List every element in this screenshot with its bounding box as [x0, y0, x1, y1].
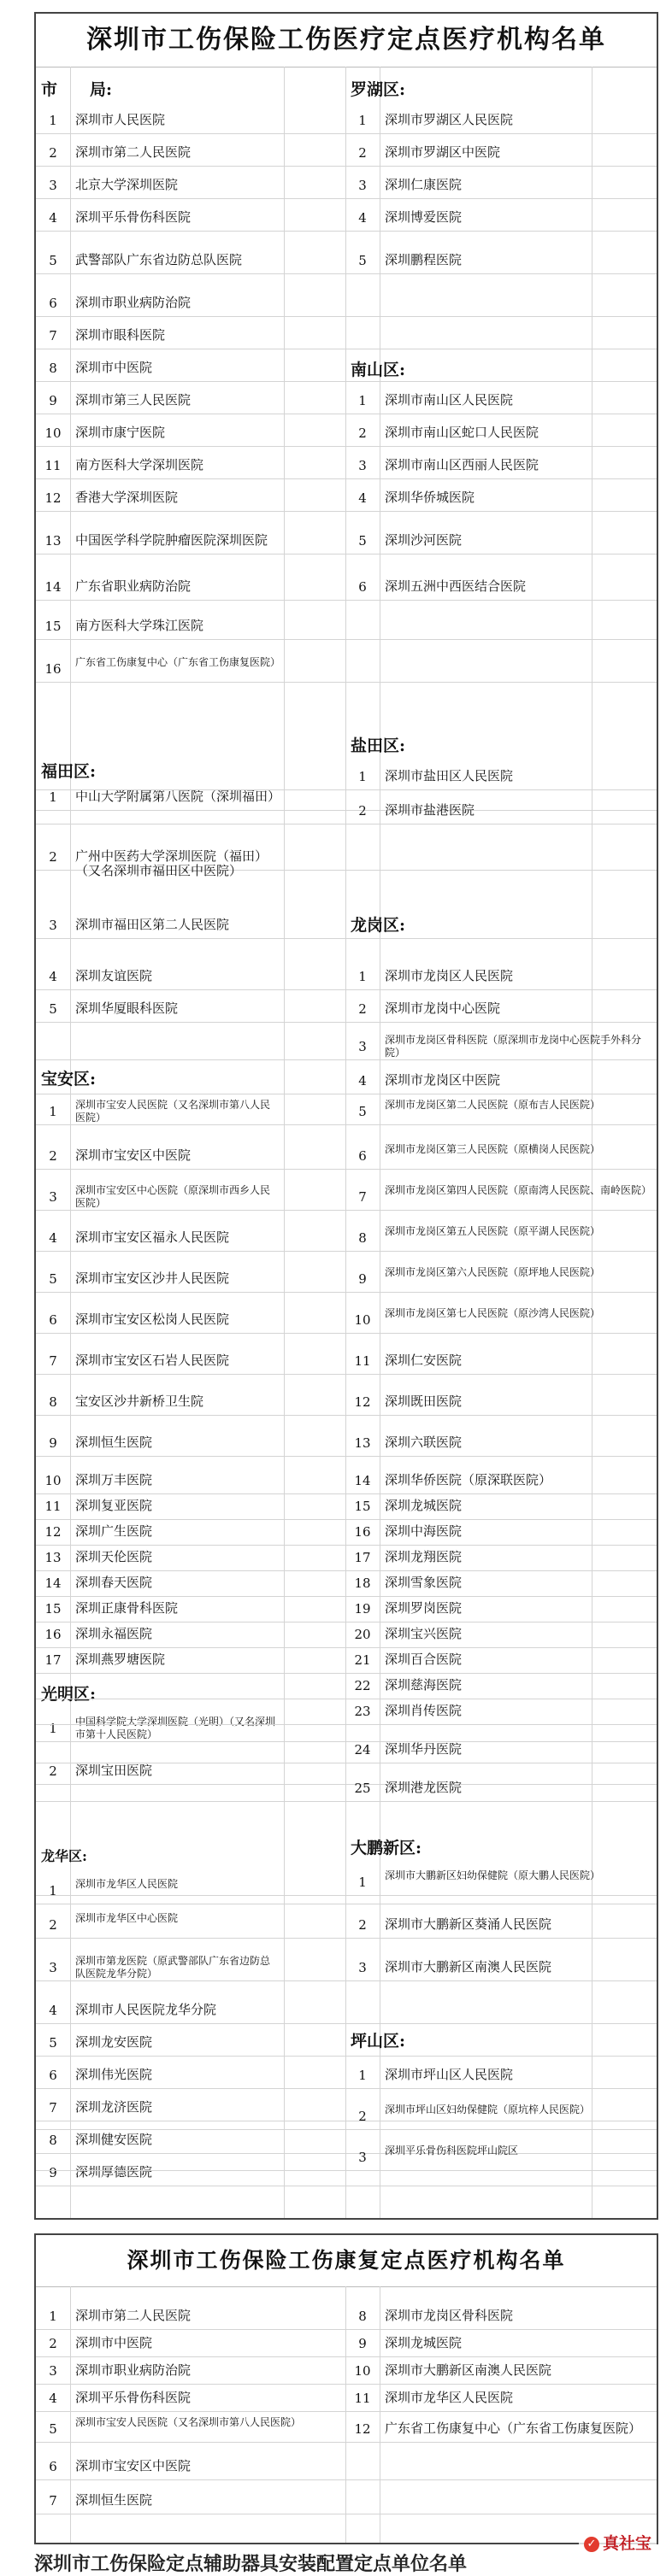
hospital-name: 深圳鹏程医院: [385, 252, 463, 267]
hospital-name: 深圳六联医院: [385, 1435, 463, 1450]
hospital-name: 深圳广生医院: [75, 1523, 153, 1539]
row-number: 21: [354, 1652, 371, 1668]
row-divider: [36, 2023, 657, 2024]
section-shiju: 市 局:: [41, 80, 113, 99]
hospital-name: 深圳万丰医院: [75, 1472, 153, 1488]
rehab-list-sheet: [34, 2233, 658, 2544]
row-number: 12: [44, 490, 62, 506]
row-number: 12: [354, 1394, 371, 1410]
section-longgang: 龙岗区:: [351, 916, 406, 935]
row-number: 1: [49, 113, 57, 128]
row-number: 4: [49, 969, 57, 984]
next-list-title: 深圳市工伤保险定点辅助器具安装配置定点单位名单: [34, 2553, 468, 2575]
row-number: 3: [358, 1960, 367, 1975]
row-number: 4: [49, 2391, 57, 2406]
row-number: 2: [358, 2109, 367, 2124]
hospital-name: 深圳市第龙医院（原武警部队广东省边防总队医院龙华分院）: [75, 1955, 271, 1980]
row-divider: [36, 1415, 657, 1416]
hospital-name: 深圳龙城医院: [385, 2335, 463, 2350]
row-number: 10: [44, 425, 62, 441]
row-divider: [36, 231, 657, 232]
row-number: 3: [49, 178, 57, 193]
row-number: 12: [44, 1524, 62, 1540]
hospital-name: 深圳市眼科医院: [75, 327, 166, 343]
grid-line: [345, 2286, 346, 2543]
row-number: 8: [358, 2309, 367, 2324]
hospital-name: 深圳雪象医院: [385, 1575, 463, 1590]
hospital-name: 深圳市龙华区人民医院: [385, 2390, 514, 2405]
hospital-name: 深圳市龙华区人民医院: [75, 1878, 179, 1890]
hospital-name: 深圳华丹医院: [385, 1741, 463, 1757]
row-number: 13: [354, 1435, 371, 1451]
row-divider: [36, 1169, 657, 1170]
hospital-name: 深圳市宝安区中心医院（原深圳市西乡人民医院）: [75, 1184, 271, 1209]
row-number: 8: [49, 361, 57, 376]
row-number: 1: [49, 789, 57, 805]
hospital-name: 深圳市中医院: [75, 2335, 153, 2350]
row-number: 2: [358, 1001, 367, 1017]
hospital-name: 深圳宝田医院: [75, 1763, 153, 1778]
row-divider: [36, 2479, 657, 2480]
row-number: 16: [44, 661, 62, 677]
row-divider: [36, 1938, 657, 1939]
row-number: 11: [354, 1353, 371, 1369]
row-divider: [36, 2170, 657, 2171]
hospital-name: 深圳市龙岗区第七人民医院（原沙湾人民医院）: [385, 1307, 601, 1319]
section-guangming: 光明区:: [41, 1685, 97, 1704]
row-number: 7: [49, 2100, 57, 2115]
hospital-name: 香港大学深圳医院: [75, 490, 179, 505]
row-divider: [36, 2056, 657, 2057]
row-number: 2: [358, 425, 367, 441]
hospital-name: 深圳市龙岗区骨科医院: [385, 2308, 514, 2323]
row-number: 9: [49, 393, 57, 408]
page-title: 深圳市工伤保险工伤医疗定点医疗机构名单: [36, 14, 657, 67]
section-dapeng: 大鹏新区:: [351, 1839, 422, 1857]
row-number: 18: [354, 1576, 371, 1591]
row-divider: [36, 133, 657, 134]
row-divider: [36, 1292, 657, 1293]
row-number: 3: [49, 1189, 57, 1205]
hospital-name: 深圳市南山区蛇口人民医院: [385, 425, 539, 440]
hospital-name: 深圳市盐港医院: [385, 802, 475, 818]
hospital-name: 深圳沙河医院: [385, 532, 463, 548]
row-divider: [36, 2356, 657, 2357]
row-number: 4: [49, 210, 57, 226]
row-divider: [36, 446, 657, 447]
row-number: 13: [44, 533, 62, 549]
row-number: 5: [358, 533, 367, 549]
hospital-name: 深圳龙翔医院: [385, 1549, 463, 1564]
row-number: 1: [358, 393, 367, 408]
row-divider: [36, 381, 657, 382]
hospital-name: 南方医科大学深圳医院: [75, 457, 204, 472]
row-number: 8: [358, 1230, 367, 1246]
row-number: 16: [44, 1627, 62, 1642]
hospital-name: 广东省工伤康复中心（广东省工伤康复医院）: [385, 2421, 642, 2436]
row-number: 3: [358, 2150, 367, 2165]
section-yantian: 盐田区:: [351, 736, 406, 755]
hospital-name: 深圳仁康医院: [385, 177, 463, 192]
hospital-name: 深圳市宝安区石岩人民医院: [75, 1353, 230, 1368]
hospital-name: 深圳慈海医院: [385, 1677, 463, 1693]
row-number: 16: [354, 1524, 371, 1540]
row-number: 7: [49, 1353, 57, 1369]
hospital-name: 深圳燕罗塘医院: [75, 1652, 166, 1667]
row-number: 15: [354, 1499, 371, 1514]
hospital-name: 深圳龙安医院: [75, 2034, 153, 2050]
row-number: 5: [49, 2421, 57, 2437]
hospital-name: 深圳市龙岗区第四人民医院（原南湾人民医院、南岭医院）: [385, 1184, 652, 1196]
hospital-name: 深圳市宝安区中医院: [75, 2458, 192, 2473]
rehab-title: 深圳市工伤保险工伤康复定点医疗机构名单: [36, 2235, 657, 2287]
hospital-name: 深圳市人民医院龙华分院: [75, 2002, 217, 2017]
row-number: 4: [358, 1073, 367, 1088]
hospital-name: 深圳平乐骨伤科医院: [75, 209, 192, 225]
row-divider: [36, 600, 657, 601]
row-number: 6: [358, 579, 367, 595]
hospital-name: 深圳市宝安区沙井人民医院: [75, 1270, 230, 1286]
row-number: 5: [358, 253, 367, 268]
hospital-name: 广东省职业病防治院: [75, 578, 192, 594]
row-number: 1: [358, 113, 367, 128]
row-number: 9: [49, 2165, 57, 2180]
hospital-name: 深圳市第三人民医院: [75, 392, 192, 408]
row-number: 7: [358, 1189, 367, 1205]
hospital-name: 深圳友谊医院: [75, 968, 153, 983]
row-number: 7: [49, 2493, 57, 2509]
row-number: 17: [44, 1652, 62, 1668]
row-number: 4: [358, 490, 367, 506]
row-number: 11: [354, 2391, 371, 2406]
row-divider: [36, 1673, 657, 1674]
row-divider: [36, 1596, 657, 1597]
row-divider: [36, 1374, 657, 1375]
section-futian: 福田区:: [41, 762, 97, 781]
row-divider: [36, 1456, 657, 1457]
section-pingshan: 坪山区:: [351, 2032, 406, 2051]
hospital-name: 深圳正康骨科医院: [75, 1600, 179, 1616]
row-number: 1: [358, 1875, 367, 1890]
hospital-name: 广东省工伤康复中心（广东省工伤康复医院）: [75, 656, 281, 668]
hospital-name: 深圳市南山区西丽人民医院: [385, 457, 539, 472]
hospital-name: 深圳宝兴医院: [385, 1626, 463, 1641]
row-number: 14: [44, 579, 62, 595]
hospital-name: 深圳市龙岗中心医院: [385, 1000, 501, 1016]
row-number: 11: [44, 458, 62, 473]
row-number: 9: [49, 1435, 57, 1451]
hospital-name: 深圳市龙岗区中医院: [385, 1072, 501, 1088]
hospital-name: 深圳市大鹏新区葵涌人民医院: [385, 1916, 552, 1932]
row-number: 1: [49, 1104, 57, 1119]
row-number: 20: [354, 1627, 371, 1642]
hospital-name: 宝安区沙井新桥卫生院: [75, 1394, 204, 1409]
row-number: 17: [354, 1550, 371, 1565]
hospital-name: 深圳华侨城医院: [385, 490, 475, 505]
row-divider: [36, 1251, 657, 1252]
row-number: 15: [44, 1601, 62, 1617]
row-number: 1: [49, 1883, 57, 1898]
logo-mark-icon: ✓: [584, 2537, 599, 2552]
row-number: 14: [44, 1576, 62, 1591]
hospital-name: 深圳市大鹏新区南澳人民医院: [385, 1959, 552, 1975]
row-divider: [36, 789, 657, 790]
row-divider: [36, 2411, 657, 2412]
row-number: 1: [358, 2068, 367, 2083]
row-divider: [36, 273, 657, 274]
hospital-name: 深圳华侨医院（原深联医院）: [385, 1472, 552, 1488]
row-number: 11: [44, 1499, 62, 1514]
row-number: 5: [49, 2035, 57, 2051]
row-divider: [36, 1724, 657, 1725]
hospital-name: 深圳市龙岗区第三人民医院（原横岗人民医院）: [385, 1143, 601, 1155]
row-divider: [36, 1570, 657, 1571]
row-number: 6: [358, 1148, 367, 1164]
hospital-name: 深圳复亚医院: [75, 1498, 153, 1513]
hospital-name: 广州中医药大学深圳医院（福田）（又名深圳市福田区中医院）: [75, 848, 268, 878]
row-divider: [36, 2088, 657, 2089]
row-number: 2: [49, 1917, 57, 1933]
row-divider: [36, 2442, 657, 2443]
row-divider: [36, 166, 657, 167]
hospital-name: 北京大学深圳医院: [75, 177, 179, 192]
row-number: 3: [358, 1039, 367, 1054]
hospital-name: 深圳市龙岗区第五人民医院（原平湖人民医院）: [385, 1225, 601, 1237]
row-number: 5: [49, 1001, 57, 1017]
row-number: 6: [49, 2068, 57, 2083]
hospital-name: 深圳市南山区人民医院: [385, 392, 514, 408]
logo-text: 真社宝: [602, 2534, 651, 2553]
hospital-name: 深圳五洲中西医结合医院: [385, 578, 527, 594]
hospital-name: 深圳市龙岗区第六人民医院（原坪地人民医院）: [385, 1266, 601, 1278]
hospital-name: 深圳市罗湖区中医院: [385, 144, 501, 160]
row-number: 1: [358, 769, 367, 784]
row-number: 24: [354, 1742, 371, 1757]
row-number: 5: [49, 253, 57, 268]
row-number: 9: [358, 2336, 367, 2351]
row-number: 2: [358, 803, 367, 819]
row-number: 2: [49, 1148, 57, 1164]
row-divider: [36, 1895, 657, 1896]
hospital-name: 深圳市第二人民医院: [75, 2308, 192, 2323]
row-number: 1: [49, 1721, 57, 1736]
row-divider: [36, 1545, 657, 1546]
hospital-table: [36, 67, 657, 2218]
row-number: 10: [354, 2363, 371, 2379]
row-number: 22: [354, 1678, 371, 1693]
hospital-name: 武警部队广东省边防总队医院: [75, 252, 243, 267]
row-divider: [36, 1980, 657, 1981]
hospital-name: 深圳市人民医院: [75, 112, 166, 127]
hospital-name: 深圳市罗湖区人民医院: [385, 112, 514, 127]
hospital-name: 深圳百合医院: [385, 1652, 463, 1667]
row-number: 3: [358, 458, 367, 473]
row-number: 2: [358, 1917, 367, 1933]
row-divider: [36, 1124, 657, 1125]
row-number: 3: [49, 1960, 57, 1975]
hospital-name: 深圳市坪山区人民医院: [385, 2067, 514, 2082]
section-baoan: 宝安区:: [41, 1070, 97, 1088]
hospital-name: 中山大学附属第八医院（深圳福田）: [75, 789, 281, 804]
row-divider: [36, 478, 657, 479]
row-number: 2: [49, 849, 57, 865]
hospital-name: 深圳仁安医院: [385, 1353, 463, 1368]
hospital-name: 深圳伟光医院: [75, 2067, 153, 2082]
hospital-name: 深圳市宝安区中医院: [75, 1147, 192, 1163]
hospital-name: 深圳博爱医院: [385, 209, 463, 225]
hospital-name: 深圳既田医院: [385, 1394, 463, 1409]
row-number: 13: [44, 1550, 62, 1565]
row-number: 19: [354, 1601, 371, 1617]
hospital-name: 中国科学院大学深圳医院（光明）（又名深圳市第十人民医院）: [75, 1716, 276, 1740]
hospital-name: 深圳市中医院: [75, 360, 153, 375]
row-divider: [36, 198, 657, 199]
hospital-name: 深圳市大鹏新区南澳人民医院: [385, 2362, 552, 2378]
hospital-name: 深圳市职业病防治院: [75, 2362, 192, 2378]
row-divider: [36, 511, 657, 512]
hospital-name: 深圳龙城医院: [385, 1498, 463, 1513]
hospital-name: 深圳厚德医院: [75, 2164, 153, 2180]
hospital-name: 深圳港龙医院: [385, 1780, 463, 1795]
medical-list-sheet: [34, 12, 658, 2220]
row-number: 2: [49, 145, 57, 161]
hospital-name: 深圳健安医院: [75, 2132, 153, 2147]
row-number: 23: [354, 1704, 371, 1719]
row-divider: [36, 1210, 657, 1211]
hospital-name: 深圳恒生医院: [75, 2492, 153, 2508]
hospital-name: 深圳市第二人民医院: [75, 144, 192, 160]
hospital-name: 深圳市大鹏新区妇幼保健院（原大鹏人民医院）: [385, 1869, 601, 1881]
row-divider: [36, 1059, 657, 1060]
row-divider: [36, 316, 657, 317]
row-divider: [36, 1647, 657, 1648]
hospital-name: 中国医学科学院肿瘤医院深圳医院: [75, 532, 268, 548]
hospital-name: 深圳市龙岗区人民医院: [385, 968, 514, 983]
row-divider: [36, 682, 657, 683]
hospital-name: 深圳恒生医院: [75, 1435, 153, 1450]
row-number: 1: [49, 2309, 57, 2324]
row-number: 5: [49, 1271, 57, 1287]
row-divider: [36, 1333, 657, 1334]
hospital-name: 深圳天伦医院: [75, 1549, 153, 1564]
section-luohu: 罗湖区:: [351, 80, 406, 99]
hospital-name: 深圳市福田区第二人民医院: [75, 917, 230, 932]
hospital-name: 深圳市龙岗区骨科医院（原深圳市龙岗中心医院手外科分院）: [385, 1034, 642, 1059]
row-number: 7: [49, 328, 57, 343]
row-number: 1: [358, 969, 367, 984]
row-number: 6: [49, 2459, 57, 2474]
section-nanshan: 南山区:: [351, 361, 406, 379]
hospital-name: 深圳永福医院: [75, 1626, 153, 1641]
hospital-name: 深圳中海医院: [385, 1523, 463, 1539]
hospital-name: 南方医科大学珠江医院: [75, 618, 204, 633]
hospital-name: 深圳市坪山区妇幼保健院（原坑梓人民医院）: [385, 2104, 591, 2115]
row-divider: [36, 1519, 657, 1520]
hospital-name: 深圳市龙岗区第二人民医院（原布吉人民医院）: [385, 1099, 601, 1111]
hospital-name: 深圳平乐骨伤科医院坪山院区: [385, 2145, 519, 2156]
row-number: 5: [358, 1104, 367, 1119]
section-longhua: 龙华区:: [41, 1848, 87, 1864]
row-divider: [36, 1801, 657, 1802]
row-divider: [36, 989, 657, 990]
row-number: 4: [49, 1230, 57, 1246]
row-divider: [36, 1022, 657, 1023]
row-number: 12: [354, 2421, 371, 2437]
row-number: 2: [49, 1763, 57, 1779]
row-number: 3: [358, 178, 367, 193]
row-number: 6: [49, 296, 57, 311]
hospital-name: 深圳市龙华区中心医院: [75, 1912, 179, 1924]
hospital-name: 深圳市宝安区福永人民医院: [75, 1229, 230, 1245]
rehab-table: [36, 2235, 657, 2543]
row-number: 4: [49, 2003, 57, 2018]
row-divider: [36, 639, 657, 640]
hospital-name: 深圳龙济医院: [75, 2099, 153, 2115]
hospital-name: 深圳华厦眼科医院: [75, 1000, 179, 1016]
row-number: 3: [49, 918, 57, 933]
hospital-name: 深圳市康宁医院: [75, 425, 166, 440]
row-number: 14: [354, 1473, 371, 1488]
hospital-name: 深圳平乐骨伤科医院: [75, 2390, 192, 2405]
row-number: 4: [358, 210, 367, 226]
row-number: 3: [49, 2363, 57, 2379]
row-number: 10: [44, 1473, 62, 1488]
grid-line: [70, 2286, 71, 2543]
hospital-name: 深圳市宝安区松岗人民医院: [75, 1311, 230, 1327]
row-number: 6: [49, 1312, 57, 1328]
hospital-name: 深圳市职业病防治院: [75, 295, 192, 310]
row-divider: [36, 554, 657, 555]
row-divider: [36, 1493, 657, 1494]
row-divider: [36, 938, 657, 939]
row-divider: [36, 2384, 657, 2385]
row-number: 15: [44, 619, 62, 634]
row-number: 25: [354, 1781, 371, 1796]
row-number: 10: [354, 1312, 371, 1328]
row-number: 8: [49, 1394, 57, 1410]
row-number: 2: [49, 2336, 57, 2351]
hospital-name: 深圳春天医院: [75, 1575, 153, 1590]
row-divider: [36, 2329, 657, 2330]
hospital-name: 深圳市盐田区人民医院: [385, 768, 514, 783]
hospital-name: 深圳肖传医院: [385, 1703, 463, 1718]
row-number: 8: [49, 2133, 57, 2148]
row-divider: [36, 2129, 657, 2130]
row-number: 9: [358, 1271, 367, 1287]
hospital-name: 深圳罗岗医院: [385, 1600, 463, 1616]
row-number: 2: [358, 145, 367, 161]
hospital-name: 深圳市宝安人民医院（又名深圳市第八人民医院）: [75, 1099, 271, 1124]
hospital-name: 深圳市宝安人民医院（又名深圳市第八人民医院）: [75, 2416, 302, 2428]
site-logo: [579, 2529, 657, 2555]
